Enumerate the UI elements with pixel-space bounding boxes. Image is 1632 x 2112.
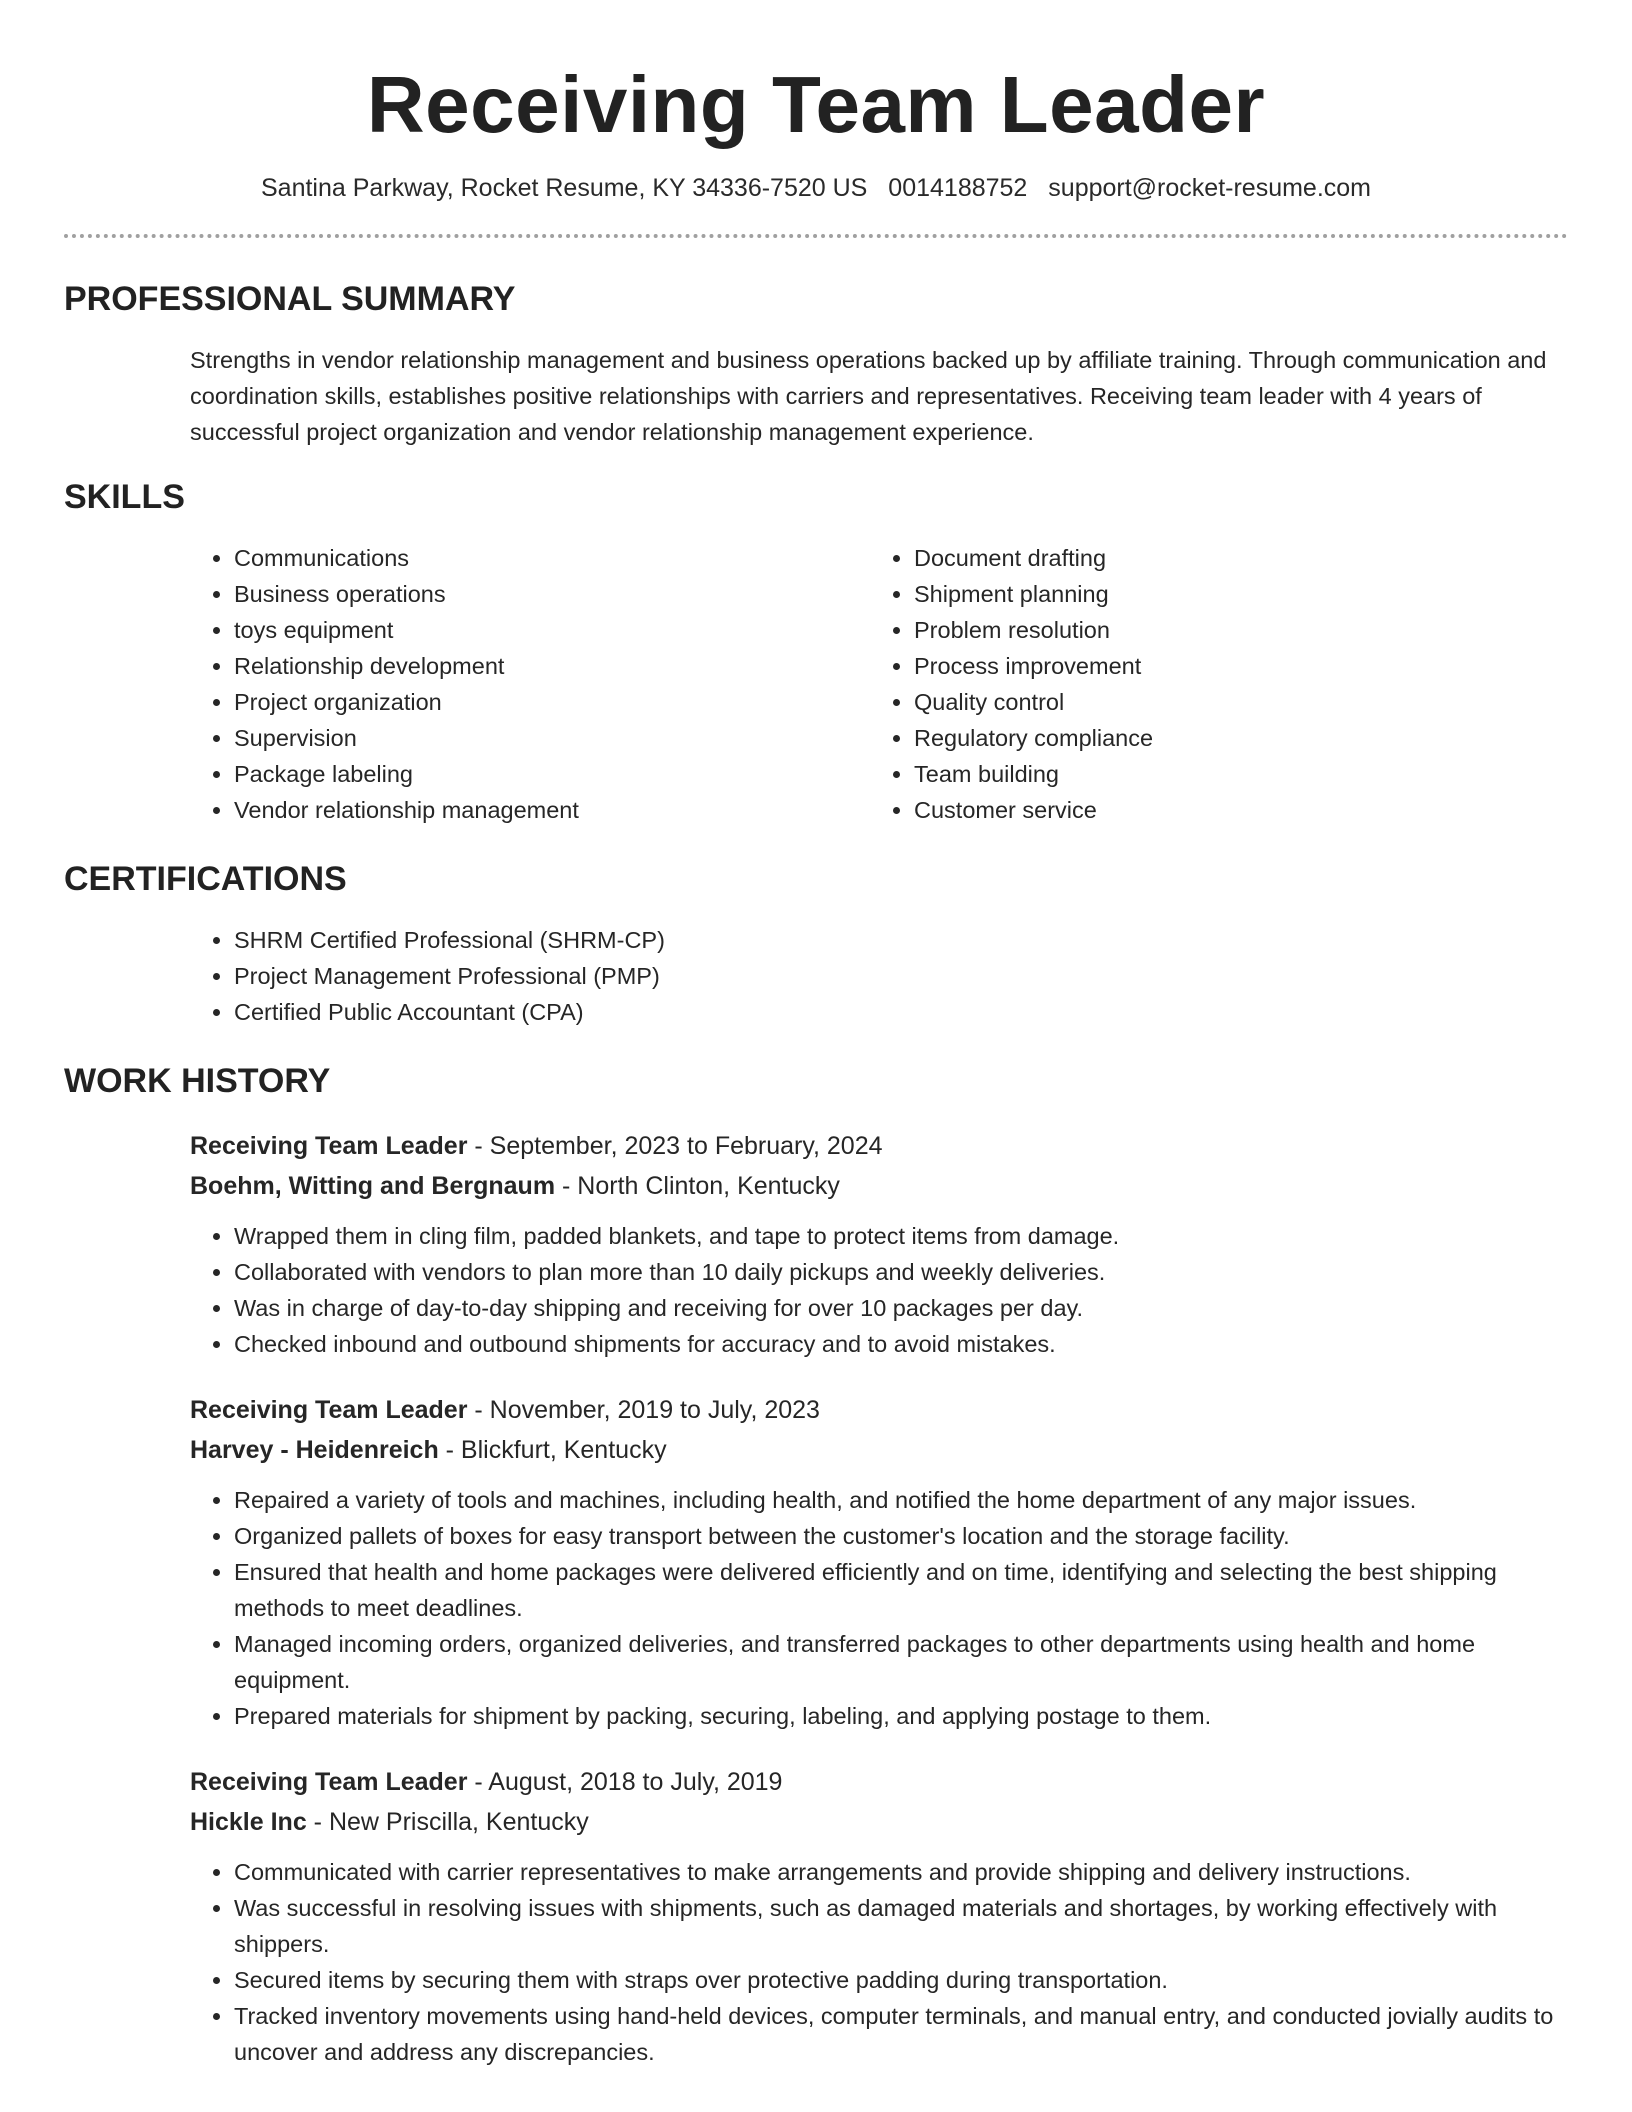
job-entry: [190, 1390, 1568, 1734]
skill-item: • Supervision: [234, 720, 870, 756]
job-company-line: [190, 1166, 1568, 1206]
job-bullet: • Tracked inventory movements using hand-held devices, computer terminals, and manual entry, and conducted jovially audits to uncover and address any discrepancies.: [234, 1998, 1568, 2070]
header-divider: [64, 234, 1568, 238]
job-bullet-list: [190, 1482, 1568, 1734]
job-location: - Blickfurt, Kentucky: [438, 1436, 667, 1464]
job-company: Harvey - Heidenreich: [190, 1436, 439, 1464]
skills-list-right: [870, 540, 1550, 828]
skills-section-title: SKILLS: [64, 478, 185, 516]
skill-item: • Document drafting: [914, 540, 1550, 576]
job-bullet: • Was successful in resolving issues with shipments, such as damaged materials and shortages, by working effectively with shippers.: [234, 1890, 1568, 1962]
job-bullet-list: [190, 1218, 1568, 1362]
contact-email: support@rocket-resume.com: [1048, 174, 1372, 202]
skills-grid: [190, 540, 1568, 828]
skill-item: • Business operations: [234, 576, 870, 612]
certifications-list: [190, 922, 1568, 1030]
job-dates: - September, 2023 to February, 2024: [467, 1132, 883, 1160]
skill-item: • toys equipment: [234, 612, 870, 648]
job-dates: - August, 2018 to July, 2019: [467, 1768, 783, 1796]
job-role: Receiving Team Leader: [190, 1132, 468, 1160]
job-role: Receiving Team Leader: [190, 1396, 468, 1424]
certification-item: • SHRM Certified Professional (SHRM-CP): [234, 922, 1568, 958]
job-bullet-list: [190, 1854, 1568, 2070]
job-bullet: • Ensured that health and home packages were delivered efficiently and on time, identifying and selecting the best shipping methods to meet deadlines.: [234, 1554, 1568, 1626]
skills-list-left: [190, 540, 870, 828]
job-bullet: • Organized pallets of boxes for easy transport between the customer's location and the storage facility.: [234, 1518, 1568, 1554]
job-bullet: • Repaired a variety of tools and machines, including health, and notified the home department of any major issues.: [234, 1482, 1568, 1518]
skill-item: • Communications: [234, 540, 870, 576]
job-title-line: [190, 1126, 1568, 1166]
certifications-block: [190, 922, 1568, 1030]
job-bullet: • Prepared materials for shipment by packing, securing, labeling, and applying postage to them.: [234, 1698, 1568, 1734]
job-bullet: • Checked inbound and outbound shipments for accuracy and to avoid mistakes.: [234, 1326, 1568, 1362]
job-company: Boehm, Witting and Bergnaum: [190, 1172, 556, 1200]
certifications-section-title: CERTIFICATIONS: [64, 860, 347, 898]
skill-item: • Relationship development: [234, 648, 870, 684]
job-location: - North Clinton, Kentucky: [555, 1172, 840, 1200]
skill-item: • Vendor relationship management: [234, 792, 870, 828]
job-bullet: • Secured items by securing them with straps over protective padding during transportation.: [234, 1962, 1568, 1998]
skill-item: • Customer service: [914, 792, 1550, 828]
job-bullet: • Was in charge of day-to-day shipping and receiving for over 10 packages per day.: [234, 1290, 1568, 1326]
job-title-line: [190, 1390, 1568, 1430]
job-entry: [190, 1126, 1568, 1362]
skill-item: • Project organization: [234, 684, 870, 720]
skill-item: • Team building: [914, 756, 1550, 792]
contact-phone: 0014188752: [888, 174, 1028, 202]
skills-column-left: [190, 540, 870, 828]
contact-address: Santina Parkway, Rocket Resume, KY 34336-7520 US: [260, 174, 868, 202]
skill-item: • Problem resolution: [914, 612, 1550, 648]
work-section-title: WORK HISTORY: [64, 1062, 331, 1100]
job-company-line: [190, 1802, 1568, 1842]
resume-name: Receiving Team Leader: [366, 60, 1266, 149]
job-role: Receiving Team Leader: [190, 1768, 468, 1796]
contact-line: [64, 172, 1568, 204]
skill-item: • Process improvement: [914, 648, 1550, 684]
job-bullet: • Wrapped them in cling film, padded blankets, and tape to protect items from damage.: [234, 1218, 1568, 1254]
summary-text: Strengths in vendor relationship management and business operations backed up by affiliate training. Through communication and coordination skills, establishes positive relationships with carriers and representatives. Receiving team leader with 4 years of successful project organization and vendor relationship management experience.: [190, 347, 1547, 445]
job-bullet: • Managed incoming orders, organized deliveries, and transferred packages to other departments using health and home equipment.: [234, 1626, 1568, 1698]
skill-item: • Regulatory compliance: [914, 720, 1550, 756]
skill-item: • Quality control: [914, 684, 1550, 720]
job-bullet: • Collaborated with vendors to plan more than 10 daily pickups and weekly deliveries.: [234, 1254, 1568, 1290]
certification-item: • Project Management Professional (PMP): [234, 958, 1568, 994]
job-entry: [190, 1762, 1568, 2070]
skill-item: • Package labeling: [234, 756, 870, 792]
skill-item: • Shipment planning: [914, 576, 1550, 612]
job-title-line: [190, 1762, 1568, 1802]
summary-section-title: PROFESSIONAL SUMMARY: [64, 280, 516, 318]
job-bullet: • Communicated with carrier representatives to make arrangements and provide shipping and delivery instructions.: [234, 1854, 1568, 1890]
certification-item: • Certified Public Accountant (CPA): [234, 994, 1568, 1030]
job-dates: - November, 2019 to July, 2023: [467, 1396, 820, 1424]
skills-column-right: [870, 540, 1550, 828]
job-company-line: [190, 1430, 1568, 1470]
job-location: - New Priscilla, Kentucky: [306, 1808, 589, 1836]
job-company: Hickle Inc: [190, 1808, 307, 1836]
